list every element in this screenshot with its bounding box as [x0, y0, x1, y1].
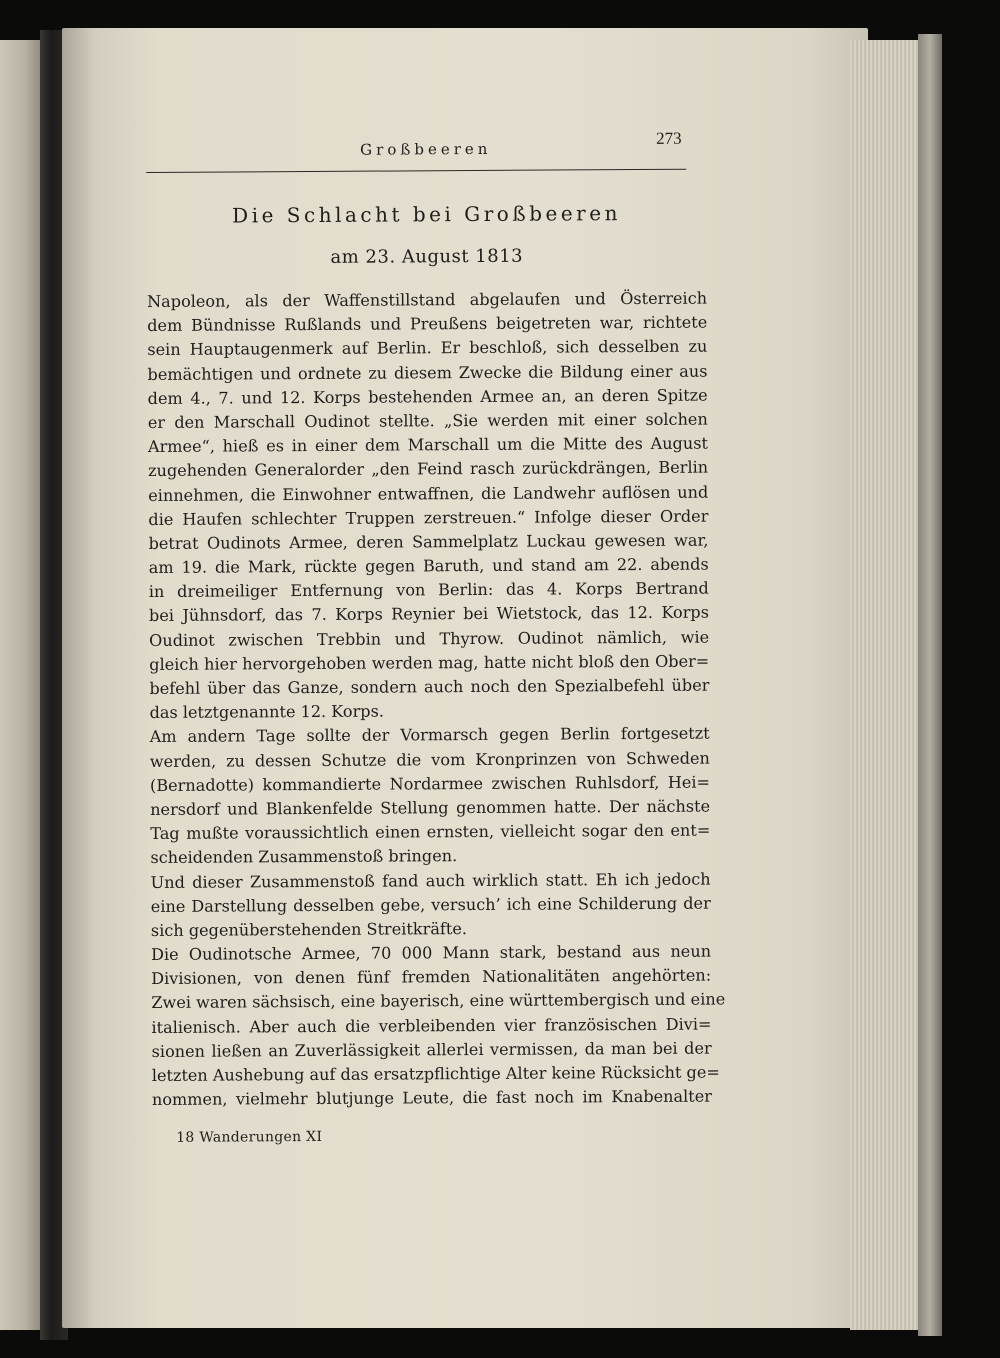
text-line: italienisch. Aber auch die verbleibenden vier französischen Divi=	[151, 1014, 712, 1037]
body-text	[147, 287, 726, 1113]
text-line: befehl über das Ganze, sondern auch noch den Spezialbefehl über	[149, 675, 710, 698]
left-page-edge	[0, 40, 42, 1330]
text-line: letzten Aushebung auf das ersatzpflichtige Alter keine Rücksicht ge=	[151, 1062, 720, 1085]
text-line: in dreimeiliger Entfernung von Berlin: das 4. Korps Bertrand	[148, 578, 709, 602]
text-line: das letztgenannte 12. Korps.	[149, 701, 384, 723]
text-line: am 19. die Mark, rückte gegen Baruth, und stand am 22. abends	[148, 554, 709, 578]
text-line: betrat Oudinots Armee, deren Sammelplatz Luckau gewesen war,	[148, 530, 709, 553]
page-number: 273	[656, 128, 682, 148]
text-block	[146, 125, 726, 1188]
text-line: dem Bündnisse Rußlands und Preußens beigetreten war, richtete	[147, 312, 708, 336]
signature-mark: 18 Wanderungen XI	[176, 1128, 323, 1146]
running-head	[146, 125, 686, 173]
text-line: Armee“, hieß es in einer dem Marschall um die Mitte des August	[147, 433, 708, 457]
text-line: sein Hauptaugenmerk auf Berlin. Er beschloß, sich desselben zu	[147, 336, 708, 360]
text-line: Am andern Tage sollte der Vormarsch gegen Berlin fortgesetzt	[149, 723, 710, 747]
text-line: scheidenden Zusammenstoß bringen.	[150, 846, 458, 868]
text-line: (Bernadotte) kommandierte Nordarmee zwischen Ruhlsdorf, Hei=	[149, 772, 711, 795]
text-line: er den Marschall Oudinot stellte. „Sie werden mit einer solchen	[147, 409, 708, 432]
chapter-subtitle: am 23. August 1813	[330, 245, 524, 268]
text-line: Divisionen, von denen fünf fremden Nationalitäten angehörten:	[151, 965, 712, 989]
text-line: Napoleon, als der Waffenstillstand abgelaufen und Österreich	[147, 288, 708, 311]
text-line: Und dieser Zusammenstoß fand auch wirklich statt. Eh ich jedoch	[150, 869, 711, 892]
text-line: gleich hier hervorgehoben werden mag, hatte nicht bloß den Ober=	[149, 651, 710, 674]
text-line: Tag mußte voraussichtlich einen ernsten, vielleicht sogar den ent=	[150, 820, 711, 844]
text-line: nersdorf und Blankenfelde Stellung genommen hatte. Der nächste	[150, 796, 711, 819]
text-line: werden, zu dessen Schutze die vom Kronprinzen von Schweden	[149, 748, 710, 771]
text-line: nommen, vielmehr blutjunge Leute, die fast noch im Knabenalter	[151, 1086, 712, 1110]
text-line: bemächtigen und ordnete zu diesem Zwecke die Bildung einer aus	[147, 361, 708, 384]
text-line: einnehmen, die Einwohner entwaffnen, die Landwehr auflösen und	[148, 482, 709, 505]
running-title: Großbeeren	[360, 139, 492, 159]
text-line: bei Jühnsdorf, das 7. Korps Reynier bei Wietstock, das 12. Korps	[148, 603, 710, 626]
text-line: eine Darstellung desselben gebe, versuch’ ich eine Schilderung der	[150, 893, 711, 916]
text-line: sich gegenüberstehenden Streitkräfte.	[150, 918, 468, 940]
book-cover-edge	[918, 34, 942, 1336]
text-line: zugehenden Generalorder „den Feind rasch zurückdrängen, Berlin	[148, 457, 709, 481]
page-stack-edge	[850, 40, 923, 1330]
text-line: Zwei waren sächsisch, eine bayerisch, eine württembergisch und eine	[151, 989, 726, 1013]
text-line: Oudinot zwischen Trebbin und Thyrow. Oudinot nämlich, wie	[149, 627, 710, 650]
text-line: Die Oudinotsche Armee, 70 000 Mann stark, bestand aus neun	[150, 941, 712, 965]
text-line: sionen ließen an Zuverlässigkeit allerlei vermissen, da man bei der	[151, 1038, 712, 1061]
chapter-title: Die Schlacht bei Großbeeren	[232, 201, 621, 228]
text-line: dem 4., 7. und 12. Korps bestehenden Armee an, an deren Spitze	[147, 385, 708, 408]
text-line: die Haufen schlechter Truppen zerstreuen.“ Infolge dieser Order	[148, 506, 709, 529]
